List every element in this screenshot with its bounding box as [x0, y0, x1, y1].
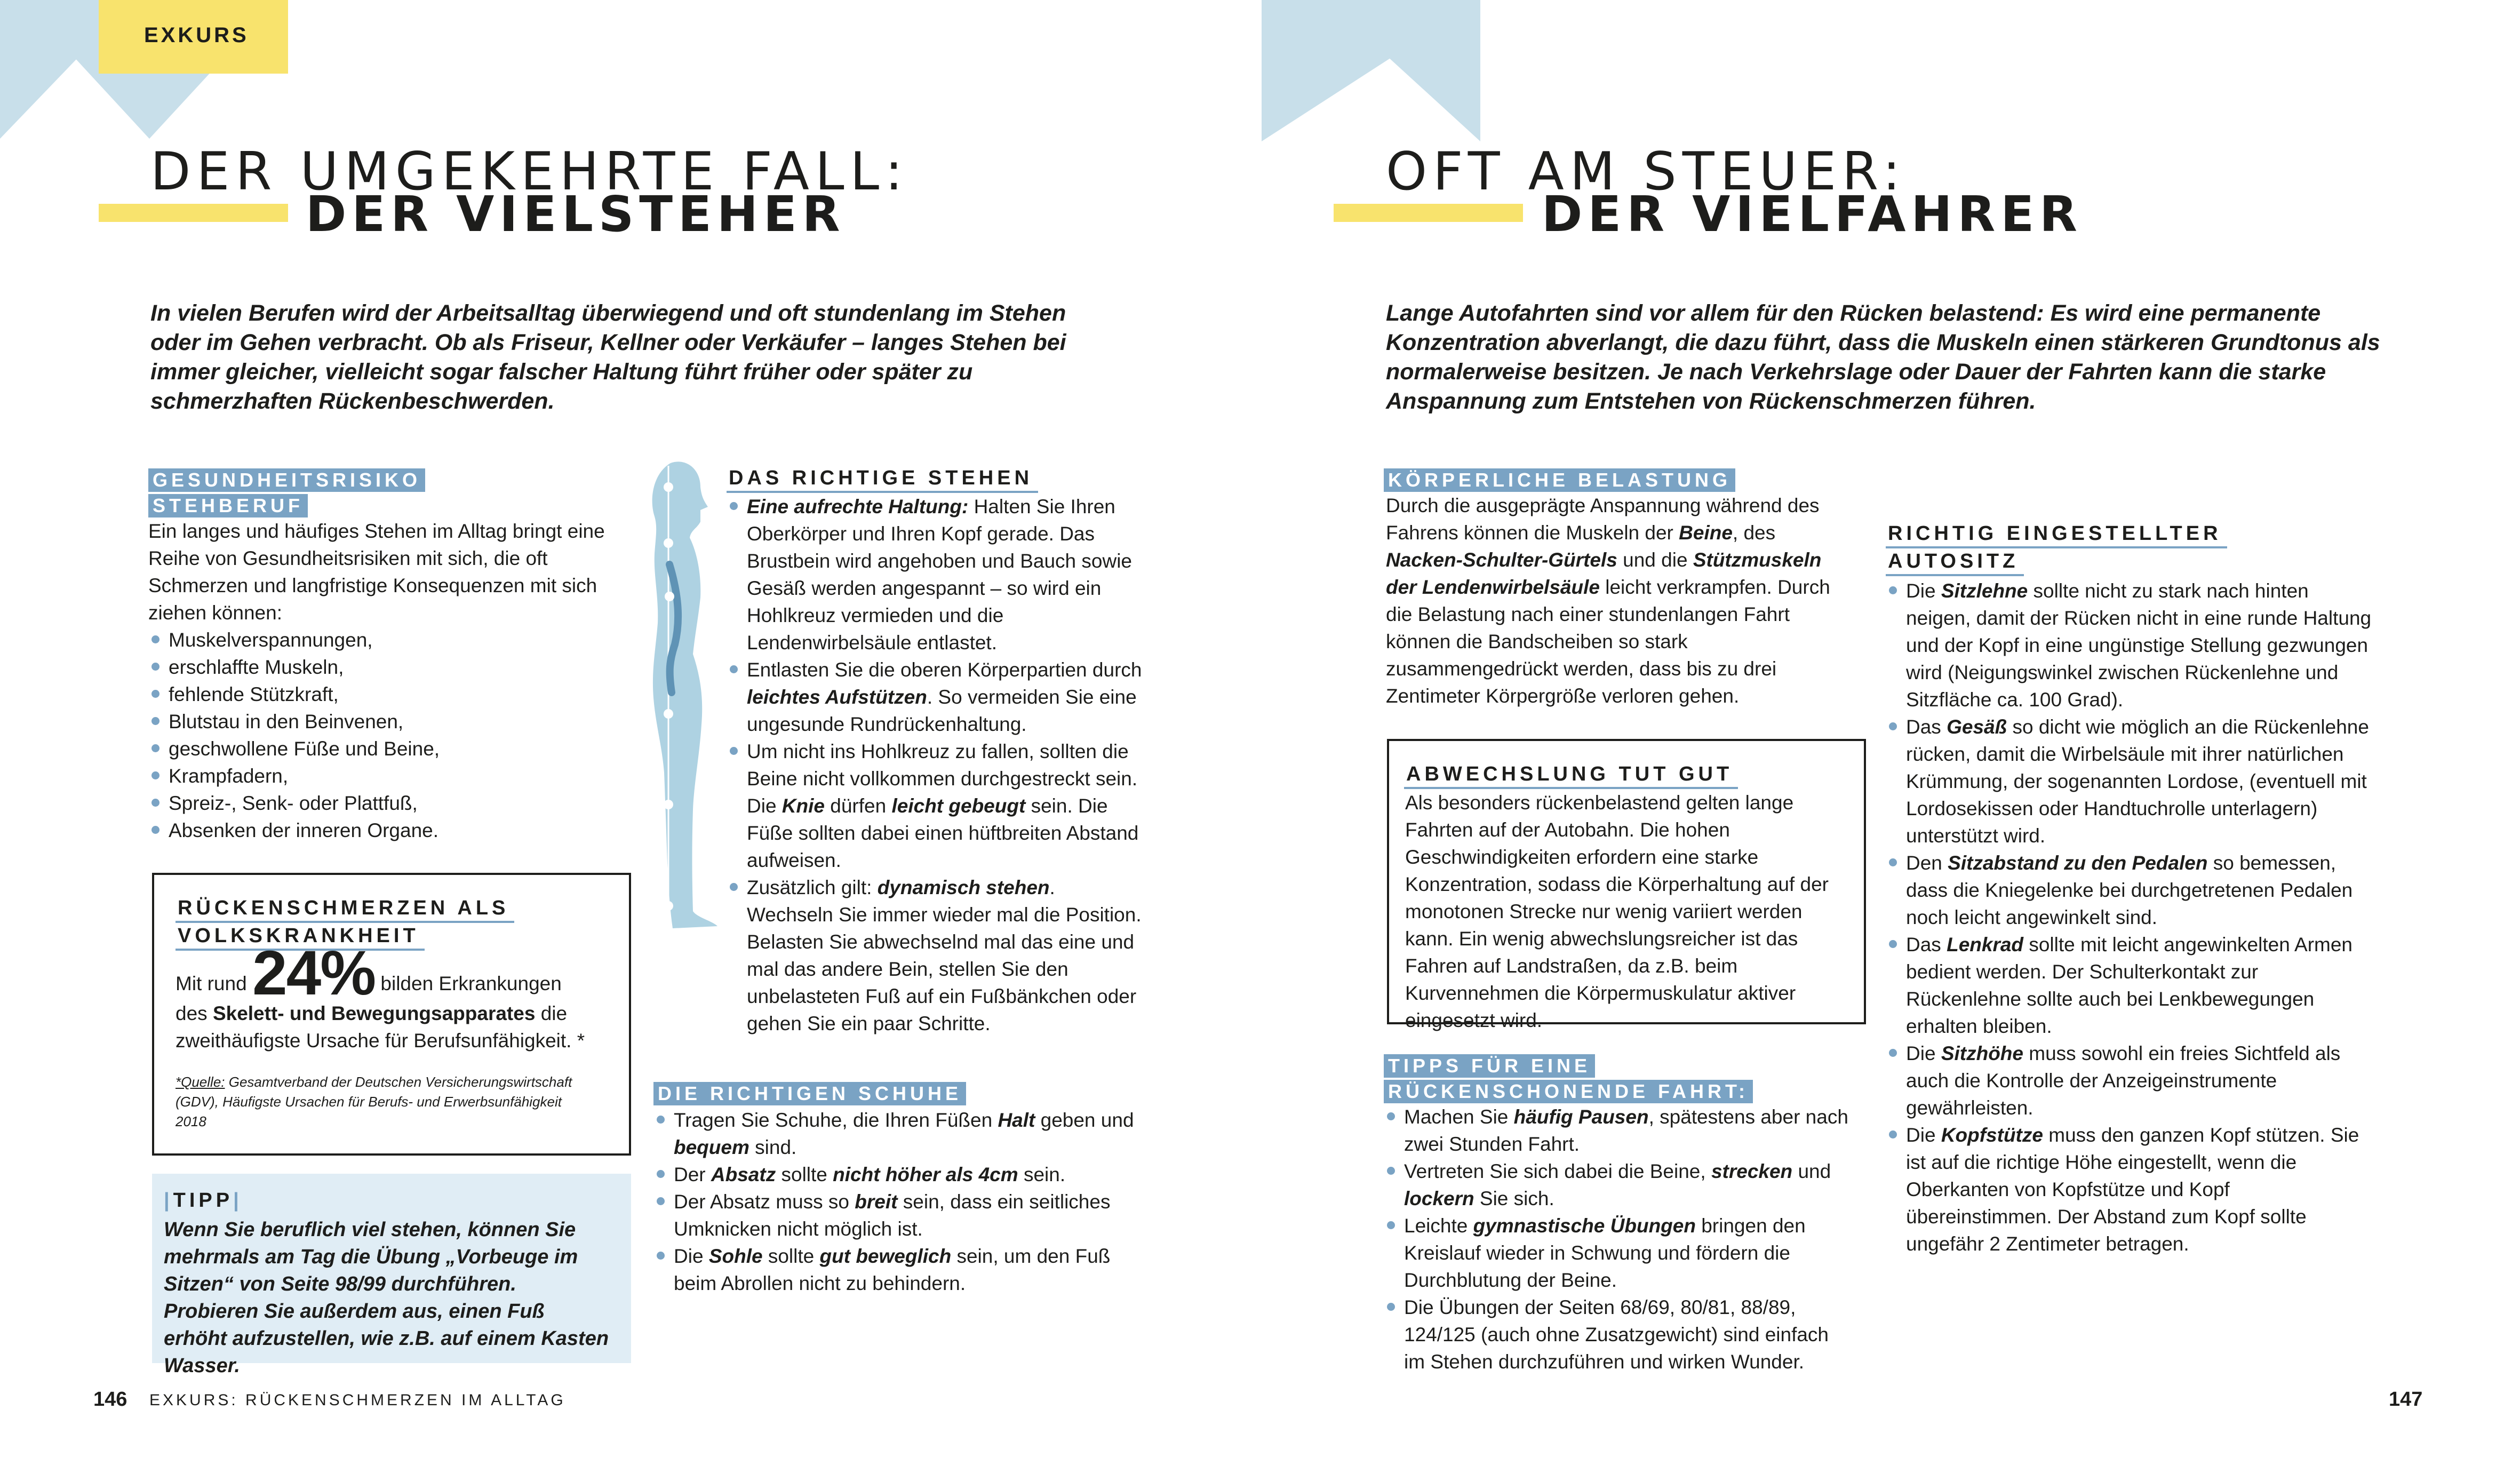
standing-posture-illustration	[637, 458, 728, 938]
stat-source-label: *Quelle:	[176, 1074, 225, 1090]
stat-line2-bold: Skelett- und Bewegungsapparates	[212, 1002, 536, 1024]
list-item: Die Sitzhöhe muss sowohl ein freies Sichtfeld als auch die Kontrolle der Anzeigeinstrumente gewährleisten.	[1886, 1040, 2377, 1121]
stat-line3: zweithäufigste Ursache für Berufsunfähigkeit. *	[176, 1030, 585, 1052]
drive-tips-section	[1384, 1054, 1864, 1375]
tip-label: TIPP	[173, 1189, 234, 1212]
list-item: erschlaffte Muskeln,	[148, 654, 618, 681]
left-title-line1: DER UMGEKEHRTE FALL:	[150, 141, 909, 202]
list-item: Krampfadern,	[148, 762, 618, 790]
body-silhouette	[652, 461, 717, 928]
stat-source-text: Gesamtverband der Deutschen Versicherungswirtschaft (GDV), Häufigste Ursachen für Berufs- und Erwerbsunfähigkeit 2018	[176, 1074, 572, 1129]
seat-heading-line1: RICHTIG EINGESTELLTER	[1886, 521, 2227, 548]
list-item: Der Absatz muss so breit sein, dass ein seitliches Umknicken nicht möglich ist.	[653, 1188, 1144, 1243]
list-item: Das Gesäß so dicht wie möglich an die Rückenlehne rücken, damit die Wirbelsäule mit ihrer natürlichen Krümmung, der sogenannten Lordose, (eventuell mit Lordosekissen oder Handtuchrolle unterlagern) unterstützt wird.	[1886, 713, 2377, 849]
tip-box: |TIPP| Wenn Sie beruflich viel stehen, können Sie mehrmals am Tag die Übung „Vorbeuge im Sitzen“ von Seite 98/99 durchführen. Probieren Sie außerdem aus, einen Fuß erhöht aufzustellen, wie z.B. auf einem Kasten Wasser.	[152, 1174, 631, 1363]
stat-heading-line2: VOLKSKRANKHEIT	[176, 923, 425, 951]
load-section	[1384, 468, 1853, 710]
stat-box	[152, 873, 631, 1156]
list-item: Um nicht ins Hohlkreuz zu fallen, sollten die Beine nicht vollkommen durchgestreckt sein. Die Knie dürfen leicht gebeugt sein. Die Füße sollten dabei einen hüftbreiten Abstand aufweisen.	[727, 738, 1143, 874]
risk-list	[148, 626, 618, 844]
load-text: Durch die ausgeprägte Anspannung während des Fahrens können die Muskeln der Beine, des Nacken-Schulter-Gürtels und die Stützmuskeln der Lendenwirbelsäule leicht verkrampfen. Durch die Belastung nach einer stundenlangen Fahrt können die Bandscheiben so stark zusammengedrückt werden, dass bis zu drei Zentimeter Körpergröße verloren gehen.	[1386, 495, 1830, 707]
list-item: Den Sitzabstand zu den Pedalen so bemessen, dass die Kniegelenke bei durchgetretenen Pedalen noch leicht angewinkelt sind.	[1886, 849, 2377, 931]
joint-shoulder	[664, 538, 673, 548]
list-item: Entlasten Sie die oberen Körperpartien durch leichtes Aufstützen. So vermeiden Sie eine ungesunde Rundrückenhaltung.	[727, 656, 1143, 738]
list-item: Machen Sie häufig Pausen, spätestens aber nach zwei Stunden Fahrt.	[1384, 1103, 1853, 1158]
stat-value: 24%	[252, 938, 376, 1008]
left-title-line2: DER VIELSTEHER	[306, 186, 846, 243]
list-item: Absenken der inneren Organe.	[148, 817, 618, 844]
risk-heading-line1: GESUNDHEITSRISIKO	[148, 468, 425, 492]
standing-heading: DAS RICHTIGE STEHEN	[727, 465, 1038, 493]
right-page-number: 147	[2389, 1388, 2423, 1411]
stat-pre: Mit rund	[176, 973, 247, 994]
list-item: Muskelverspannungen,	[148, 626, 618, 654]
standing-section	[727, 465, 1153, 1037]
list-item: fehlende Stützkraft,	[148, 681, 618, 708]
list-item: Zusätzlich gilt: dynamisch stehen. Wechseln Sie immer wieder mal die Position. Belasten Sie abwechselnd mal das eine und mal das andere Bein, stellen Sie den unbelasteten Fuß auf ein Fußbänkchen oder gehen Sie ein paar Schritte.	[727, 874, 1143, 1037]
list-item: Leichte gymnastische Übungen bringen den Kreislauf wieder in Schwung und fördern die Durchblutung der Beine.	[1384, 1212, 1853, 1294]
exkurs-tag-label: EXKURS	[144, 23, 249, 47]
risk-heading-line2: STEHBERUF	[148, 494, 308, 517]
shoes-section	[653, 1082, 1150, 1297]
list-item: Tragen Sie Schuhe, die Ihren Füßen Halt geben und bequem sind.	[653, 1106, 1144, 1161]
load-heading: KÖRPERLICHE BELASTUNG	[1384, 468, 1735, 492]
list-item: Die Sitzlehne sollte nicht zu stark nach hinten neigen, damit der Rücken nicht in eine runde Haltung und der Kopf in eine ungünstige Stellung gezwungen wird (Neigungswinkel zwischen Rückenlehne und Sitzfläche ca. 100 Grad).	[1886, 577, 2377, 713]
stat-line2-post: die	[540, 1002, 568, 1024]
list-item: Spreiz-, Senk- oder Plattfuß,	[148, 790, 618, 817]
drive-tips-heading-line1: TIPPS FÜR EINE	[1384, 1054, 1595, 1078]
tip-text: Wenn Sie beruflich viel stehen, können Sie mehrmals am Tag die Übung „Vorbeuge im Sitzen“ von Seite 98/99 durchführen. Probieren Sie außerdem aus, einen Fuß erhöht aufzustellen, wie z.B. auf einem Kasten Wasser.	[164, 1219, 609, 1377]
list-item: Blutstau in den Beinvenen,	[148, 708, 618, 735]
joint-ankle	[664, 901, 673, 911]
shoes-heading: DIE RICHTIGEN SCHUHE	[653, 1082, 966, 1105]
list-item: Das Lenkrad sollte mit leicht angewinkelten Armen bedient werden. Der Schulterkontakt zur Rückenlehne sollte auch bei Lenkbewegungen erhalten bleiben.	[1886, 931, 2377, 1040]
variety-heading: ABWECHSLUNG TUT GUT	[1404, 761, 1738, 789]
stat-post: bilden Erkrankungen	[380, 973, 562, 994]
variety-text: Als besonders rückenbelastend gelten lange Fahrten auf der Autobahn. Die hohen Geschwindigkeiten erfordern eine starke Konzentration, sodass die Körperhaltung auf der monotonen Strecke nur wenig variiert werden kann. Ein wenig abwechslungsreicher ist das Fahren auf Landstraßen, da z.B. beim Kurvennehmen die Körpermuskulatur aktiver eingesetzt wird.	[1405, 792, 1829, 1031]
right-corner-triangle-2	[1326, 0, 1480, 141]
right-title-yellow-bar	[1334, 204, 1523, 222]
list-item: Der Absatz sollte nicht höher als 4cm sein.	[653, 1161, 1144, 1188]
left-title-yellow-bar	[99, 204, 288, 222]
seat-heading-line2: AUTOSITZ	[1886, 548, 2024, 576]
joint-chest	[665, 592, 674, 601]
left-footer-text: EXKURS: RÜCKENSCHMERZEN IM ALLTAG	[149, 1391, 566, 1409]
list-item: Die Sohle sollte gut beweglich sein, um den Fuß beim Abrollen nicht zu behindern.	[653, 1243, 1144, 1297]
risk-text: Ein langes und häufiges Stehen im Alltag bringt eine Reihe von Gesundheitsrisiken mit sich, die oft Schmerzen und langfristige Konsequenzen mit sich ziehen können:	[148, 520, 605, 624]
stat-source	[176, 1072, 581, 1132]
drive-tips-heading-line2: RÜCKENSCHONENDE FAHRT:	[1384, 1080, 1753, 1103]
standing-list	[727, 493, 1143, 1037]
drive-tips-list	[1384, 1103, 1853, 1375]
risk-section	[148, 468, 618, 844]
variety-box	[1387, 739, 1866, 1031]
exkurs-tag	[99, 0, 288, 74]
list-item: Die Übungen der Seiten 68/69, 80/81, 88/89, 124/125 (auch ohne Zusatzgewicht) sind einfach im Stehen durchzuführen und wirken Wunder.	[1384, 1294, 1853, 1375]
stat-heading-line1: RÜCKENSCHMERZEN ALS	[176, 895, 514, 923]
list-item: Die Kopfstütze muss den ganzen Kopf stützen. Sie ist auf die richtige Höhe eingestellt, wenn die Oberkanten von Kopfstütze und Kopf übereinstimmen. Der Abstand zum Kopf sollte ungefähr 2 Zentimeter betragen.	[1886, 1121, 2377, 1257]
joint-head	[664, 482, 673, 492]
left-intro: In vielen Berufen wird der Arbeitsalltag überwiegend und oft stundenlang im Stehen oder im Gehen verbracht. Ob als Friseur, Kellner oder Verkäufer – langes Stehen bei immer gleicher, vielleicht sogar falscher Haltung führt früher oder später zu schmerzhaften Rückenbeschwerden.	[150, 300, 1066, 414]
list-item: geschwollene Füße und Beine,	[148, 735, 618, 762]
seat-section	[1886, 521, 2387, 1257]
right-title-line2: DER VIELFAHRER	[1542, 186, 2083, 243]
left-page-number: 146	[93, 1388, 127, 1411]
list-item: Eine aufrechte Haltung: Halten Sie Ihren Oberkörper und Ihren Kopf gerade. Das Brustbein wird angehoben und Bauch sowie Gesäß werden angespannt – so wird ein Hohlkreuz vermieden und die Lendenwirbelsäule entlastet.	[727, 493, 1143, 656]
list-item: Vertreten Sie sich dabei die Beine, strecken und lockern Sie sich.	[1384, 1158, 1853, 1212]
seat-list	[1886, 577, 2377, 1257]
shoes-list	[653, 1106, 1144, 1297]
right-title-line1: OFT AM STEUER:	[1386, 141, 1907, 202]
right-intro: Lange Autofahrten sind vor allem für den Rücken belastend: Es wird eine permanente Konzentration abverlangt, die dazu führt, dass die Muskeln einen stärkeren Grundtonus als normalerweise besitzen. Je nach Verkehrslage oder Dauer der Fahrten kann die starke Anspannung zum Entstehen von Rückenschmerzen führen.	[1386, 300, 2380, 414]
joint-knee	[664, 800, 673, 809]
stat-line2-pre: des	[176, 1002, 208, 1024]
joint-hip	[664, 709, 673, 719]
